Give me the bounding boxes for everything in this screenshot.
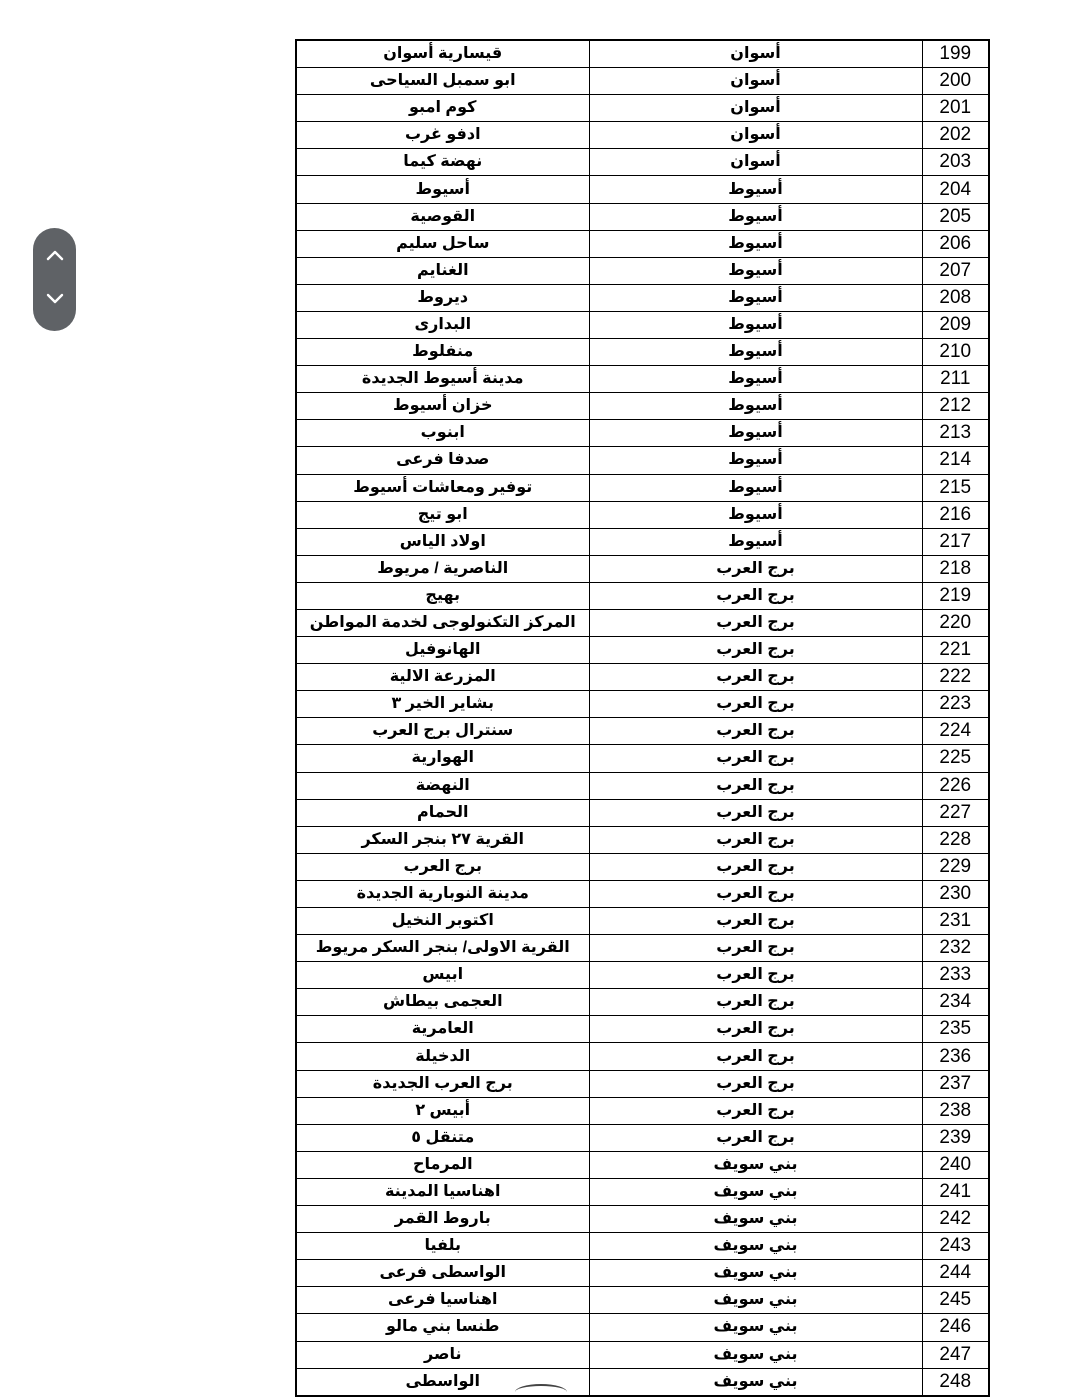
table-row	[296, 582, 989, 609]
branch-name-cell: العجمى بيطاش	[296, 989, 589, 1016]
governorate-cell: أسيوط	[589, 447, 922, 474]
branch-name-cell: بشاير الخير ٣	[296, 691, 589, 718]
governorate-cell: أسوان	[589, 95, 922, 122]
row-number-cell: 240	[922, 1151, 989, 1178]
table-row	[296, 474, 989, 501]
table-row	[296, 339, 989, 366]
row-number-cell: 228	[922, 826, 989, 853]
governorate-cell: برج العرب	[589, 989, 922, 1016]
row-number-cell: 242	[922, 1206, 989, 1233]
page-nav-control	[33, 228, 76, 331]
branch-name-cell: ديروط	[296, 284, 589, 311]
governorate-cell: أسوان	[589, 122, 922, 149]
table-row	[296, 745, 989, 772]
branch-name-cell: ابو تيج	[296, 501, 589, 528]
governorate-cell: برج العرب	[589, 745, 922, 772]
governorate-cell: بني سويف	[589, 1314, 922, 1341]
branch-name-cell: مدينة أسيوط الجديدة	[296, 366, 589, 393]
governorate-cell: أسيوط	[589, 230, 922, 257]
table-row	[296, 908, 989, 935]
branch-name-cell: المركز التكنولوجى لخدمة المواطن	[296, 609, 589, 636]
table-row	[296, 284, 989, 311]
governorate-cell: برج العرب	[589, 1070, 922, 1097]
table-row	[296, 122, 989, 149]
table-row	[296, 1206, 989, 1233]
governorate-cell: برج العرب	[589, 718, 922, 745]
chevron-down-icon	[45, 292, 65, 306]
row-number-cell: 206	[922, 230, 989, 257]
governorate-cell: أسيوط	[589, 366, 922, 393]
table-row	[296, 447, 989, 474]
branch-name-cell: أسيوط	[296, 176, 589, 203]
table-row	[296, 1151, 989, 1178]
governorate-cell: برج العرب	[589, 908, 922, 935]
governorate-cell: أسيوط	[589, 474, 922, 501]
table-row	[296, 718, 989, 745]
row-number-cell: 205	[922, 203, 989, 230]
row-number-cell: 213	[922, 420, 989, 447]
table-row	[296, 176, 989, 203]
branch-name-cell: القرية الاولى/ بنجر السكر مريوط	[296, 935, 589, 962]
governorate-cell: بني سويف	[589, 1287, 922, 1314]
row-number-cell: 218	[922, 555, 989, 582]
row-number-cell: 204	[922, 176, 989, 203]
governorate-cell: أسيوط	[589, 311, 922, 338]
branch-name-cell: توفير ومعاشات أسيوط	[296, 474, 589, 501]
table-row	[296, 203, 989, 230]
row-number-cell: 222	[922, 664, 989, 691]
row-number-cell: 226	[922, 772, 989, 799]
governorate-cell: أسيوط	[589, 176, 922, 203]
row-number-cell: 209	[922, 311, 989, 338]
table-row	[296, 1178, 989, 1205]
row-number-cell: 201	[922, 95, 989, 122]
branch-name-cell: باروط القمر	[296, 1206, 589, 1233]
scroll-up-button[interactable]	[33, 230, 76, 280]
branch-name-cell: بلفيا	[296, 1233, 589, 1260]
branch-name-cell: ناصر	[296, 1341, 589, 1368]
row-number-cell: 202	[922, 122, 989, 149]
branch-name-cell: المرماح	[296, 1151, 589, 1178]
row-number-cell: 233	[922, 962, 989, 989]
table-row	[296, 1043, 989, 1070]
row-number-cell: 225	[922, 745, 989, 772]
table-row	[296, 989, 989, 1016]
branch-name-cell: خزان أسيوط	[296, 393, 589, 420]
governorate-cell: برج العرب	[589, 1016, 922, 1043]
row-number-cell: 241	[922, 1178, 989, 1205]
table-row	[296, 772, 989, 799]
table-row	[296, 880, 989, 907]
branch-name-cell: ساحل سليم	[296, 230, 589, 257]
row-number-cell: 231	[922, 908, 989, 935]
governorate-cell: أسيوط	[589, 257, 922, 284]
governorate-cell: بني سويف	[589, 1233, 922, 1260]
row-number-cell: 220	[922, 609, 989, 636]
branch-name-cell: برج العرب	[296, 853, 589, 880]
row-number-cell: 245	[922, 1287, 989, 1314]
governorate-cell: برج العرب	[589, 799, 922, 826]
row-number-cell: 216	[922, 501, 989, 528]
table-row	[296, 1287, 989, 1314]
row-number-cell: 208	[922, 284, 989, 311]
governorate-cell: برج العرب	[589, 582, 922, 609]
table-row	[296, 555, 989, 582]
row-number-cell: 232	[922, 935, 989, 962]
governorate-cell: أسوان	[589, 149, 922, 176]
row-number-cell: 248	[922, 1368, 989, 1396]
row-number-cell: 230	[922, 880, 989, 907]
table-row	[296, 95, 989, 122]
governorate-cell: برج العرب	[589, 1043, 922, 1070]
table-row	[296, 68, 989, 95]
branch-name-cell: القرية ٢٧ بنجر السكر	[296, 826, 589, 853]
branch-name-cell: ابيس	[296, 962, 589, 989]
branch-name-cell: الهانوفيل	[296, 637, 589, 664]
branch-name-cell: أبيس ٢	[296, 1097, 589, 1124]
branches-table	[295, 39, 990, 1397]
governorate-cell: برج العرب	[589, 853, 922, 880]
branch-name-cell: الحمام	[296, 799, 589, 826]
row-number-cell: 223	[922, 691, 989, 718]
table-row	[296, 799, 989, 826]
governorate-cell: بني سويف	[589, 1151, 922, 1178]
table-row	[296, 40, 989, 68]
table-row	[296, 637, 989, 664]
row-number-cell: 210	[922, 339, 989, 366]
row-number-cell: 229	[922, 853, 989, 880]
branch-name-cell: برج العرب الجديدة	[296, 1070, 589, 1097]
table-row	[296, 528, 989, 555]
branch-name-cell: الغنايم	[296, 257, 589, 284]
governorate-cell: أسيوط	[589, 339, 922, 366]
governorate-cell: أسيوط	[589, 284, 922, 311]
row-number-cell: 203	[922, 149, 989, 176]
row-number-cell: 238	[922, 1097, 989, 1124]
table-row	[296, 1016, 989, 1043]
table-row	[296, 1124, 989, 1151]
governorate-cell: بني سويف	[589, 1178, 922, 1205]
governorate-cell: أسوان	[589, 40, 922, 68]
row-number-cell: 211	[922, 366, 989, 393]
table-row	[296, 664, 989, 691]
governorate-cell: أسيوط	[589, 393, 922, 420]
governorate-cell: برج العرب	[589, 772, 922, 799]
governorate-cell: أسيوط	[589, 203, 922, 230]
governorate-cell: برج العرب	[589, 664, 922, 691]
branch-name-cell: القوصية	[296, 203, 589, 230]
branch-name-cell: العامرية	[296, 1016, 589, 1043]
governorate-cell: برج العرب	[589, 826, 922, 853]
governorate-cell: أسيوط	[589, 501, 922, 528]
table-row	[296, 366, 989, 393]
scroll-down-button[interactable]	[33, 274, 76, 324]
table-row	[296, 1341, 989, 1368]
governorate-cell: أسيوط	[589, 528, 922, 555]
row-number-cell: 244	[922, 1260, 989, 1287]
row-number-cell: 235	[922, 1016, 989, 1043]
table-row	[296, 1260, 989, 1287]
governorate-cell: برج العرب	[589, 555, 922, 582]
governorate-cell: بني سويف	[589, 1206, 922, 1233]
governorate-cell: برج العرب	[589, 880, 922, 907]
row-number-cell: 214	[922, 447, 989, 474]
governorate-cell: أسيوط	[589, 420, 922, 447]
table-row	[296, 853, 989, 880]
governorate-cell: برج العرب	[589, 962, 922, 989]
branch-name-cell: متنقل ٥	[296, 1124, 589, 1151]
branch-name-cell: ادفو غرب	[296, 122, 589, 149]
branch-name-cell: بهيج	[296, 582, 589, 609]
table-body	[296, 40, 989, 1396]
row-number-cell: 221	[922, 637, 989, 664]
row-number-cell: 207	[922, 257, 989, 284]
table-row	[296, 420, 989, 447]
governorate-cell: برج العرب	[589, 609, 922, 636]
branch-name-cell: قيسارية أسوان	[296, 40, 589, 68]
table-row	[296, 257, 989, 284]
governorate-cell: برج العرب	[589, 935, 922, 962]
branch-name-cell: مدينة النوبارية الجديدة	[296, 880, 589, 907]
branch-name-cell: اولاد الياس	[296, 528, 589, 555]
branch-name-cell: اهناسيا فرعى	[296, 1287, 589, 1314]
table-row	[296, 609, 989, 636]
branch-name-cell: الهوارية	[296, 745, 589, 772]
table-row	[296, 962, 989, 989]
row-number-cell: 234	[922, 989, 989, 1016]
row-number-cell: 199	[922, 40, 989, 68]
table-row	[296, 230, 989, 257]
branch-name-cell: كوم امبو	[296, 95, 589, 122]
table-row	[296, 1097, 989, 1124]
branch-name-cell: نهضة كيما	[296, 149, 589, 176]
governorate-cell: برج العرب	[589, 637, 922, 664]
branch-name-cell: البدارى	[296, 311, 589, 338]
row-number-cell: 246	[922, 1314, 989, 1341]
branch-name-cell: صدفا فرعى	[296, 447, 589, 474]
table-row	[296, 1233, 989, 1260]
row-number-cell: 215	[922, 474, 989, 501]
row-number-cell: 243	[922, 1233, 989, 1260]
branch-name-cell: ابو سمبل السياحى	[296, 68, 589, 95]
branch-name-cell: ابنوب	[296, 420, 589, 447]
table-row	[296, 691, 989, 718]
branch-name-cell: الواسطى فرعى	[296, 1260, 589, 1287]
row-number-cell: 212	[922, 393, 989, 420]
governorate-cell: أسوان	[589, 68, 922, 95]
branch-name-cell: اهناسيا المدينة	[296, 1178, 589, 1205]
branch-name-cell: اكتوبر النخيل	[296, 908, 589, 935]
row-number-cell: 239	[922, 1124, 989, 1151]
table-row	[296, 311, 989, 338]
row-number-cell: 237	[922, 1070, 989, 1097]
table-row	[296, 501, 989, 528]
branch-name-cell: سنترال برج العرب	[296, 718, 589, 745]
page-edge-indicator	[515, 1384, 567, 1400]
table-row	[296, 1368, 989, 1396]
table-row	[296, 1070, 989, 1097]
table-row	[296, 1314, 989, 1341]
table-row	[296, 393, 989, 420]
governorate-cell: بني سويف	[589, 1368, 922, 1396]
row-number-cell: 224	[922, 718, 989, 745]
branch-name-cell: الواسطى	[296, 1368, 589, 1396]
chevron-up-icon	[45, 248, 65, 262]
branch-name-cell: الدخيلة	[296, 1043, 589, 1070]
row-number-cell: 247	[922, 1341, 989, 1368]
row-number-cell: 227	[922, 799, 989, 826]
row-number-cell: 217	[922, 528, 989, 555]
branch-name-cell: منفلوط	[296, 339, 589, 366]
branch-name-cell: النهضة	[296, 772, 589, 799]
table-row	[296, 826, 989, 853]
governorate-cell: بني سويف	[589, 1341, 922, 1368]
governorate-cell: برج العرب	[589, 691, 922, 718]
governorate-cell: بني سويف	[589, 1260, 922, 1287]
table-row	[296, 149, 989, 176]
row-number-cell: 236	[922, 1043, 989, 1070]
row-number-cell: 219	[922, 582, 989, 609]
table-row	[296, 935, 989, 962]
branch-name-cell: طنسا بني مالو	[296, 1314, 589, 1341]
governorate-cell: برج العرب	[589, 1124, 922, 1151]
governorate-cell: برج العرب	[589, 1097, 922, 1124]
branch-name-cell: الناصرية / مريوط	[296, 555, 589, 582]
row-number-cell: 200	[922, 68, 989, 95]
branch-name-cell: المزرعة الالية	[296, 664, 589, 691]
